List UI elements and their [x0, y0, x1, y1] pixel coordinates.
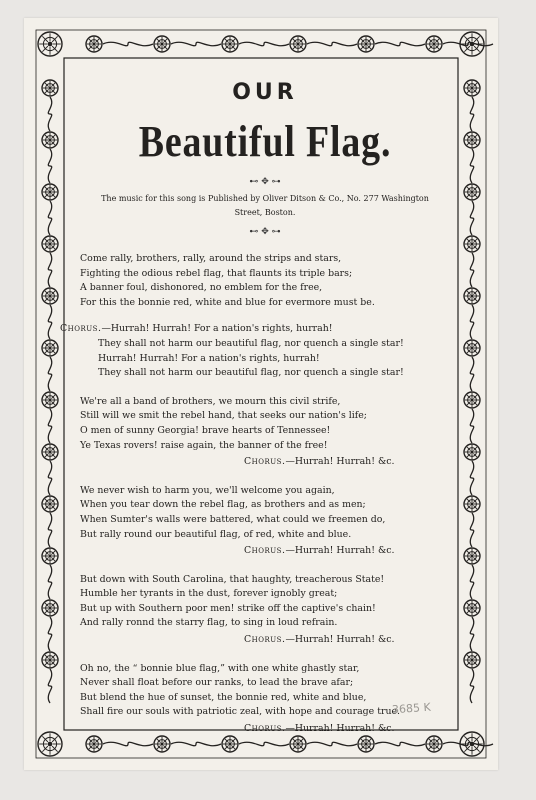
rosette-ornament: [464, 392, 480, 408]
scroll-ornament: [48, 201, 51, 235]
scroll-ornament: [307, 742, 357, 745]
rosette-ornament: [464, 652, 480, 668]
rosette-ornament: [86, 36, 102, 52]
chorus-text: —Hurrah! Hurrah! For a nation's rights, hurrah!: [101, 323, 333, 335]
rosette-ornament: [290, 36, 306, 52]
rosette-ornament: [358, 736, 374, 752]
rosette-ornament: [464, 496, 480, 512]
rosette-ornament: [464, 288, 480, 304]
rosette-ornament: [464, 444, 480, 460]
scroll-ornament: [48, 669, 51, 703]
verse-line: Shall fire our souls with patriotic zeal, with hope and courage true.: [80, 706, 401, 718]
rosette-ornament: [464, 600, 480, 616]
rosette-ornament: [464, 340, 480, 356]
scroll-ornament: [470, 513, 473, 547]
chorus-reference: Chorus.—Hurrah! Hurrah! &c.: [244, 723, 395, 735]
rosette-ornament: [464, 236, 480, 252]
rosette-ornament: [426, 736, 442, 752]
scroll-ornament: [470, 305, 473, 339]
scroll-ornament: [307, 42, 357, 45]
scroll-ornament: [103, 742, 153, 745]
scroll-ornament: [239, 42, 289, 45]
chorus-line: Hurrah! Hurrah! For a nation's rights, hurrah!: [98, 352, 320, 364]
rosette-ornament: [42, 496, 58, 512]
verse-line: Still will we smit the rebel hand, that seeks our nation's life;: [80, 410, 367, 422]
rosette-ornament: [460, 32, 484, 56]
chorus-line: [60, 322, 450, 337]
chorus-line: They shall not harm our beautiful flag, nor quench a single star!: [98, 367, 404, 379]
scroll-ornament: [103, 42, 153, 45]
rosette-ornament: [42, 236, 58, 252]
pencil-catalog-mark: 3685 K: [391, 700, 432, 717]
page-title: Beautiful Flag.: [138, 117, 392, 166]
scroll-ornament: [48, 409, 51, 443]
scroll-ornament: [470, 201, 473, 235]
scroll-ornament: [470, 617, 473, 651]
chorus: [60, 322, 450, 380]
scroll-ornament: [443, 742, 493, 745]
scroll-ornament: [470, 565, 473, 599]
rosette-ornament: [426, 36, 442, 52]
scroll-ornament: [48, 513, 51, 547]
verse-line: But blend the hue of sunset, the bonnie red, white and blue,: [80, 691, 367, 703]
scroll-ornament: [470, 149, 473, 183]
rosette-ornament: [42, 184, 58, 200]
rosette-ornament: [42, 652, 58, 668]
verse-line: But down with South Carolina, that haughty, treacherous State!: [80, 573, 385, 585]
rosette-ornament: [42, 80, 58, 96]
ornament-divider-2: ⊷ ✥ ⊶: [249, 227, 281, 237]
verse-line: We never wish to harm you, we'll welcome you again,: [80, 484, 335, 496]
scroll-ornament: [48, 565, 51, 599]
title-top: OUR: [232, 80, 298, 105]
verse-line: But rally round our beautiful flag, of red, white and blue.: [80, 528, 352, 540]
verse-line: We're all a band of brothers, we mourn this civil strife,: [80, 395, 341, 407]
scroll-ornament: [48, 149, 51, 183]
rosette-ornament: [222, 736, 238, 752]
verse-line: When Sumter's walls were battered, what could we freemen do,: [80, 513, 386, 525]
rosette-ornament: [460, 732, 484, 756]
scroll-ornament: [171, 742, 221, 745]
verse-line: For this the bonnie red, white and blue for evermore must be.: [80, 296, 375, 308]
rosette-ornament: [38, 732, 62, 756]
rosette-ornament: [42, 548, 58, 564]
rosette-ornament: [42, 392, 58, 408]
scroll-ornament: [48, 461, 51, 495]
chorus-reference: Chorus.—Hurrah! Hurrah! &c.: [244, 545, 395, 557]
verse-line: Humble her tyrants in the dust, forever ignobly great;: [80, 588, 338, 600]
publisher-note: The music for this song is Published by Oliver Ditson & Co., No. 277 Washington Street, Boston.: [101, 194, 429, 217]
scroll-ornament: [375, 742, 425, 745]
scroll-ornament: [48, 253, 51, 287]
verse-line: Come rally, brothers, rally, around the strips and stars,: [80, 253, 342, 264]
rosette-ornament: [464, 132, 480, 148]
rosette-ornament: [464, 548, 480, 564]
verse-line: O men of sunny Georgia! brave hearts of Tennessee!: [80, 424, 331, 436]
rosette-ornament: [42, 132, 58, 148]
verse-3: [80, 484, 450, 542]
scroll-ornament: [443, 42, 493, 45]
verse-line: Ye Texas rovers! raise again, the banner of the free!: [80, 439, 328, 451]
chorus-reference: Chorus.—Hurrah! Hurrah! &c.: [244, 456, 395, 468]
verse-2: [80, 395, 450, 453]
rosette-ornament: [154, 736, 170, 752]
scroll-ornament: [470, 97, 473, 131]
scroll-ornament: [48, 617, 51, 651]
scroll-ornament: [470, 409, 473, 443]
verse-line: Oh no, the “ bonnie blue flag,” with one white ghastly star,: [80, 662, 360, 674]
verse-line: A banner foul, dishonored, no emblem for the free,: [80, 282, 323, 294]
rosette-ornament: [358, 36, 374, 52]
scroll-ornament: [48, 305, 51, 339]
scroll-ornament: [48, 97, 51, 131]
verse-line: But up with Southern poor men! strike off the captive's chain!: [80, 602, 376, 614]
rosette-ornament: [42, 288, 58, 304]
ornament-divider: ⊷ ✥ ⊶: [249, 177, 281, 187]
rosette-ornament: [42, 600, 58, 616]
rosette-ornament: [86, 736, 102, 752]
song-content: [60, 80, 450, 737]
scroll-ornament: [48, 357, 51, 391]
broadside-sheet: [24, 18, 498, 770]
scroll-ornament: [470, 357, 473, 391]
chorus-label: Chorus.: [60, 323, 102, 335]
rosette-ornament: [464, 184, 480, 200]
scroll-ornament: [470, 253, 473, 287]
scroll-ornament: [239, 742, 289, 745]
scroll-ornament: [470, 669, 473, 703]
rosette-ornament: [42, 444, 58, 460]
chorus-line: They shall not harm our beautiful flag, nor quench a single star!: [98, 337, 404, 349]
rosette-ornament: [42, 340, 58, 356]
scroll-ornament: [375, 42, 425, 45]
chorus-reference: Chorus.—Hurrah! Hurrah! &c.: [244, 634, 395, 646]
rosette-ornament: [38, 32, 62, 56]
scroll-ornament: [171, 42, 221, 45]
rosette-ornament: [154, 36, 170, 52]
rosette-ornament: [222, 36, 238, 52]
verse-line: And rally ronnd the starry flag, to sing in loud refrain.: [80, 617, 338, 629]
verse-line: Never shall float before our ranks, to lead the brave afar;: [80, 677, 354, 689]
scroll-ornament: [470, 461, 473, 495]
verse-line: When you tear down the rebel flag, as brothers and as men;: [80, 499, 366, 511]
verse-4: [80, 573, 450, 631]
verse-line: Fighting the odious rebel flag, that flaunts its triple bars;: [80, 267, 353, 279]
verse-1: [80, 252, 450, 310]
rosette-ornament: [290, 736, 306, 752]
rosette-ornament: [464, 80, 480, 96]
